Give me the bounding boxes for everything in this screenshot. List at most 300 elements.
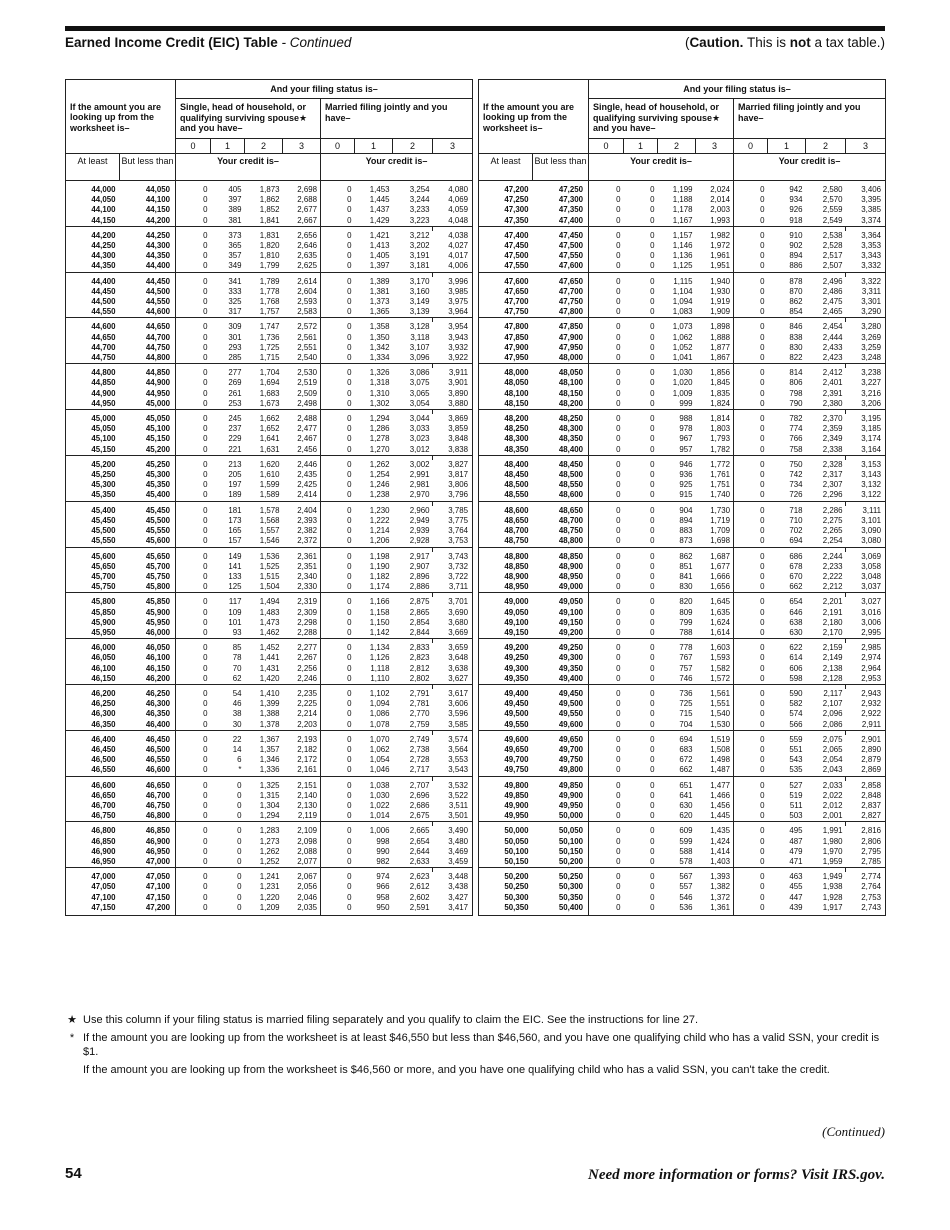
table-body	[479, 181, 886, 916]
credit-cell: 0	[589, 195, 624, 205]
credit-cell: 14	[232, 744, 242, 754]
at-least-cell: 48,800	[479, 552, 533, 562]
credit-cell: 4,048	[433, 216, 473, 227]
table-row	[66, 322, 473, 332]
credit-cell: 0	[650, 414, 655, 424]
credit-cell: 1,431	[259, 663, 280, 673]
credit-cell: 1,831	[259, 230, 280, 240]
table-row	[479, 903, 886, 913]
credit-cell: 883	[679, 526, 693, 536]
credit-cell: 0	[650, 780, 655, 790]
credit-cell: 1,410	[259, 688, 280, 698]
credit-cell: 742	[789, 470, 803, 480]
credit-cell: 654	[789, 597, 803, 607]
credit-cell: 0	[734, 480, 768, 490]
credit-cell: 1,803	[710, 424, 730, 434]
credit-cell: 1,782	[710, 444, 730, 454]
children-count: 2	[658, 139, 696, 154]
credit-cell: 3,033	[409, 424, 430, 434]
but-less-than-cell: 50,150	[558, 846, 583, 856]
credit-cell: 854	[789, 307, 803, 317]
table-row	[479, 216, 886, 227]
credit-cell: 0	[176, 903, 211, 913]
single-hoh-heading: Single, head of household, or qualifying surviving spouse★ and you have–	[589, 99, 734, 139]
table-row	[66, 582, 473, 593]
credit-cell: 0	[237, 790, 242, 800]
credit-cell: 0	[176, 414, 211, 424]
table-row	[66, 307, 473, 318]
credit-cell: 3,023	[409, 434, 430, 444]
credit-cell: 38	[232, 709, 242, 719]
credit-cell: 3,743	[433, 552, 473, 562]
credit-cell: 0	[734, 231, 768, 241]
credit-cell: 2,519	[297, 378, 317, 388]
at-least-cell: 50,100	[479, 847, 533, 857]
credit-cell: 0	[176, 608, 211, 618]
credit-cell: 0	[734, 720, 768, 731]
credit-cell: 3,164	[846, 445, 886, 456]
at-least-cell: 48,350	[479, 445, 533, 456]
credit-cell: 3,880	[433, 399, 473, 410]
credit-cell: 2,932	[846, 699, 886, 709]
credit-cell: 0	[589, 872, 624, 882]
credit-cell: 3,669	[433, 628, 473, 639]
at-least-cell: 49,200	[479, 643, 533, 653]
credit-cell: 2,235	[297, 688, 317, 698]
credit-cell: 3,002	[409, 459, 430, 469]
table-row	[66, 903, 473, 913]
credit-cell: 2,330	[297, 582, 317, 592]
credit-cell: 0	[650, 800, 655, 810]
credit-cell: 1,190	[369, 561, 390, 571]
table-row	[479, 552, 886, 562]
at-least-cell: 47,100	[66, 893, 120, 903]
credit-cell: 3,143	[846, 470, 886, 480]
credit-cell: 0	[176, 745, 211, 755]
but-less-than-cell: 50,350	[558, 892, 583, 902]
credit-cell: 2,130	[297, 800, 317, 810]
credit-cell: 0	[650, 195, 655, 205]
credit-cell: 2,943	[846, 689, 886, 699]
credit-cell: 3,638	[433, 664, 473, 674]
credit-cell: 1,519	[710, 734, 730, 744]
at-least-cell: 50,250	[479, 882, 533, 892]
credit-cell: 2,444	[822, 332, 843, 342]
credit-cell: 365	[228, 241, 242, 251]
credit-cell: 2,414	[297, 490, 317, 500]
credit-cell: 1,342	[369, 342, 390, 352]
credit-cell: 0	[589, 536, 624, 547]
credit-cell: 1,174	[369, 582, 390, 592]
at-least-cell: 44,800	[66, 368, 120, 378]
credit-cell: 0	[176, 516, 211, 526]
at-least-cell: 44,000	[66, 185, 120, 195]
credit-cell: 0	[176, 434, 211, 444]
at-least-cell: 49,600	[479, 735, 533, 745]
credit-cell: 1,062	[672, 332, 693, 342]
credit-cell: 3,322	[846, 277, 886, 287]
credit-cell: 93	[232, 627, 242, 637]
but-less-than-cell: 44,550	[145, 297, 170, 307]
children-count: 1	[768, 139, 806, 154]
at-least-cell: 49,900	[479, 801, 533, 811]
credit-cell: 0	[589, 903, 624, 913]
at-least-cell: 45,050	[66, 424, 120, 434]
top-rule	[65, 26, 885, 31]
credit-cell: 0	[589, 368, 624, 378]
credit-cell: 1,867	[710, 353, 730, 363]
at-least-cell: 49,100	[479, 618, 533, 628]
credit-cell: 2,109	[297, 826, 317, 836]
credit-cell: 3,153	[846, 460, 886, 470]
but-less-than-cell: 46,600	[145, 765, 170, 775]
credit-cell: 6	[237, 755, 242, 765]
credit-cell: 3,596	[433, 709, 473, 719]
but-less-than-cell: 44,750	[145, 342, 170, 352]
but-less-than-cell: 48,500	[558, 470, 583, 480]
table-row	[66, 185, 473, 195]
table-row	[66, 297, 473, 307]
credit-cell: 3,290	[846, 307, 886, 318]
credit-cell: 1,940	[710, 276, 730, 286]
at-least-cell: 46,450	[66, 745, 120, 755]
credit-cell: 0	[321, 414, 355, 424]
credit-cell: 0	[176, 791, 211, 801]
credit-cell: 2,644	[409, 846, 430, 856]
table-end	[66, 913, 473, 916]
credit-cell: 213	[228, 459, 242, 469]
credit-cell: 1,525	[259, 561, 280, 571]
credit-cell: 2,823	[409, 653, 430, 663]
credit-cell: 0	[176, 847, 211, 857]
credit-cell: 2,517	[822, 251, 843, 261]
credit-cell: 1,610	[259, 470, 280, 480]
credit-cell: 788	[679, 627, 693, 637]
credit-cell: 349	[228, 261, 242, 271]
credit-cell: 0	[589, 628, 624, 639]
at-least-cell: 49,550	[479, 720, 533, 731]
credit-cell: 0	[650, 388, 655, 398]
but-less-than-cell: 49,650	[558, 734, 583, 744]
credit-cell: 0	[321, 664, 355, 674]
credit-cell: 0	[734, 872, 768, 882]
credit-cell: 630	[679, 800, 693, 810]
but-less-than-cell: 49,800	[558, 765, 583, 775]
credit-cell: 0	[734, 781, 768, 791]
credit-cell: 1,557	[259, 526, 280, 536]
credit-cell: 1,414	[710, 846, 730, 856]
table-row	[479, 735, 886, 745]
credit-cell: 1,220	[259, 892, 280, 902]
credit-cell: 0	[321, 857, 355, 868]
credit-cell: 1,949	[822, 872, 843, 882]
credit-cell: 3,711	[433, 582, 473, 593]
credit-cell: 0	[589, 745, 624, 755]
at-least-cell: 47,850	[479, 333, 533, 343]
credit-cell: 820	[679, 597, 693, 607]
credit-cell: 1,582	[710, 663, 730, 673]
credit-cell: 2,837	[846, 801, 886, 811]
credit-cell: 0	[589, 261, 624, 272]
credit-cell: 1,462	[259, 627, 280, 637]
credit-cell: 0	[734, 857, 768, 868]
but-less-than-cell: 49,750	[558, 755, 583, 765]
credit-cell: 447	[789, 892, 803, 902]
credit-cell: 3,764	[433, 526, 473, 536]
credit-cell: 2,540	[297, 353, 317, 363]
credit-cell: 3,417	[433, 903, 473, 913]
credit-cell: 1,437	[369, 205, 390, 215]
credit-cell: 1,318	[369, 378, 390, 388]
credit-cell: 662	[679, 765, 693, 775]
credit-cell: 988	[679, 414, 693, 424]
credit-cell: 0	[734, 470, 768, 480]
credit-cell: 2,646	[297, 241, 317, 251]
credit-cell: 2,191	[822, 607, 843, 617]
but-less-than-cell: 44,300	[145, 241, 170, 251]
credit-cell: 0	[321, 745, 355, 755]
children-count: 2	[806, 139, 846, 154]
at-least-cell: 50,150	[479, 857, 533, 868]
credit-cell: 2,802	[409, 673, 430, 683]
credit-cell: 0	[176, 801, 211, 811]
credit-cell: 1,424	[710, 836, 730, 846]
table-row	[66, 251, 473, 261]
table-row	[479, 506, 886, 516]
star-marker: ★	[67, 1014, 77, 1026]
credit-cell: 0	[321, 277, 355, 287]
credit-cell: 0	[734, 414, 768, 424]
credit-cell: 3,522	[433, 791, 473, 801]
credit-cell: 1,709	[710, 526, 730, 536]
credit-cell: 2,056	[297, 882, 317, 892]
credit-cell: 519	[789, 790, 803, 800]
credit-cell: 0	[176, 893, 211, 903]
credit-cell: 0	[176, 664, 211, 674]
credit-cell: 1,230	[369, 505, 390, 515]
credit-cell: 726	[789, 490, 803, 500]
credit-cell: 2,538	[822, 230, 843, 240]
credit-cell: 838	[789, 332, 803, 342]
credit-cell: 0	[650, 276, 655, 286]
at-least-cell: 48,450	[479, 470, 533, 480]
credit-cell: 0	[589, 205, 624, 215]
at-least-cell: 48,900	[479, 572, 533, 582]
credit-cell: 1,453	[369, 185, 390, 194]
but-less-than-cell: 45,900	[145, 607, 170, 617]
credit-cell: 0	[734, 333, 768, 343]
credit-cell: 1,645	[710, 597, 730, 607]
credit-cell: 0	[589, 343, 624, 353]
table-row	[479, 322, 886, 332]
credit-cell: 710	[789, 515, 803, 525]
credit-cell: 3,817	[433, 470, 473, 480]
credit-cell: 0	[589, 216, 624, 227]
credit-cell: 2,265	[822, 526, 843, 536]
but-less-than-cell: 46,850	[145, 826, 170, 836]
credit-cell: 0	[589, 378, 624, 388]
but-less-than-cell: 45,150	[145, 434, 170, 444]
but-less-than-cell: 45,050	[145, 414, 170, 424]
credit-cell: 3,353	[846, 241, 886, 251]
at-least-cell: 46,050	[66, 653, 120, 663]
credit-cell: 2,591	[409, 902, 430, 912]
credit-cell: 0	[734, 837, 768, 847]
table-row	[66, 399, 473, 410]
credit-cell: 0	[589, 470, 624, 480]
credit-cell: 3,160	[409, 286, 430, 296]
credit-cell: 1,835	[710, 388, 730, 398]
but-less-than-cell: 50,000	[558, 811, 583, 821]
but-less-than-cell: 47,950	[558, 342, 583, 352]
but-less-than-cell: 48,350	[558, 434, 583, 444]
credit-cell: 0	[734, 801, 768, 811]
at-least-cell: 48,150	[479, 399, 533, 410]
credit-cell: 0	[237, 892, 242, 902]
credit-cell: 0	[650, 846, 655, 856]
credit-cell: 439	[789, 902, 803, 912]
credit-cell: 189	[228, 490, 242, 500]
credit-cell: 1,078	[369, 719, 390, 729]
credit-cell: 0	[321, 765, 355, 776]
credit-cell: 3,202	[409, 241, 430, 251]
credit-cell: 2,981	[409, 480, 430, 490]
but-less-than-heading: But less than	[533, 154, 589, 181]
credit-cell: 70	[232, 663, 242, 673]
credit-cell: 2,865	[409, 607, 430, 617]
credit-cell: 683	[679, 744, 693, 754]
children-count: 3	[433, 139, 473, 154]
credit-cell: 746	[679, 673, 693, 683]
table-row	[66, 490, 473, 501]
credit-cell: 0	[589, 460, 624, 470]
credit-cell: 3,385	[846, 205, 886, 215]
credit-cell: 0	[176, 572, 211, 582]
credit-cell: 3,553	[433, 755, 473, 765]
at-least-cell: 46,550	[66, 765, 120, 776]
credit-cell: 2,151	[297, 780, 317, 790]
credit-cell: 830	[789, 342, 803, 352]
table-row	[479, 562, 886, 572]
credit-cell: 0	[589, 490, 624, 501]
credit-cell: 0	[650, 353, 655, 363]
table-row	[66, 424, 473, 434]
credit-cell: 0	[734, 216, 768, 227]
credit-cell: 1,856	[710, 368, 730, 378]
credit-cell: 3,932	[433, 343, 473, 353]
credit-cell: 3,827	[433, 460, 473, 470]
credit-cell: 1,357	[259, 744, 280, 754]
at-least-cell: 45,850	[66, 608, 120, 618]
amount-lookup-heading: If the amount you are looking up from the worksheet is–	[66, 99, 176, 154]
credit-cell: 1,730	[710, 505, 730, 515]
credit-cell: *	[238, 765, 242, 775]
credit-cell: 670	[789, 571, 803, 581]
credit-cell: 0	[589, 653, 624, 663]
credit-cell: 1,420	[259, 673, 280, 683]
credit-cell: 0	[176, 480, 211, 490]
credit-cell: 1,656	[710, 582, 730, 592]
table-row	[479, 480, 886, 490]
credit-cell: 3,406	[846, 185, 886, 195]
credit-cell: 0	[176, 536, 211, 547]
credit-cell: 904	[679, 505, 693, 515]
at-least-cell: 50,300	[479, 893, 533, 903]
married-jointly-heading: Married filing jointly and you have–	[734, 99, 886, 139]
credit-cell: 0	[176, 261, 211, 272]
credit-cell: 0	[734, 195, 768, 205]
credit-cell: 641	[679, 790, 693, 800]
credit-cell: 2,488	[297, 414, 317, 424]
at-least-cell: 44,300	[66, 251, 120, 261]
credit-cell: 2,686	[409, 800, 430, 810]
table-row	[66, 882, 473, 892]
credit-cell: 2,728	[409, 755, 430, 765]
but-less-than-cell: 46,350	[145, 709, 170, 719]
at-least-cell: 45,650	[66, 562, 120, 572]
credit-cell: 0	[589, 781, 624, 791]
credit-cell: 588	[679, 846, 693, 856]
your-credit-heading: Your credit is–	[321, 154, 473, 181]
at-least-cell: 46,600	[66, 781, 120, 791]
at-least-cell: 47,000	[66, 872, 120, 882]
credit-cell: 2,425	[297, 480, 317, 490]
credit-cell: 0	[176, 424, 211, 434]
table-row	[479, 847, 886, 857]
credit-cell: 1,635	[710, 607, 730, 617]
but-less-than-cell: 47,600	[558, 261, 583, 271]
credit-cell: 511	[789, 800, 803, 810]
credit-cell: 2,886	[409, 582, 430, 592]
at-least-cell: 46,700	[66, 801, 120, 811]
credit-cell: 1,365	[369, 307, 390, 317]
credit-cell: 0	[650, 424, 655, 434]
credit-cell: 0	[589, 608, 624, 618]
but-less-than-cell: 46,100	[145, 653, 170, 663]
credit-cell: 3,065	[409, 388, 430, 398]
credit-cell: 1,294	[259, 811, 280, 821]
credit-cell: 3,890	[433, 389, 473, 399]
credit-cell: 2,869	[846, 765, 886, 776]
credit-cell: 245	[228, 414, 242, 424]
credit-cell: 285	[228, 353, 242, 363]
credit-cell: 1,546	[259, 536, 280, 546]
table-row	[479, 893, 886, 903]
credit-cell: 936	[679, 470, 693, 480]
credit-cell: 1,214	[369, 526, 390, 536]
at-least-cell: 47,750	[479, 307, 533, 318]
at-least-cell: 46,900	[66, 847, 120, 857]
credit-cell: 606	[789, 663, 803, 673]
credit-cell: 0	[176, 343, 211, 353]
credit-cell: 0	[321, 261, 355, 272]
at-least-cell: 45,450	[66, 516, 120, 526]
credit-cell: 3,181	[409, 261, 430, 271]
table-row	[66, 333, 473, 343]
credit-cell: 2,423	[822, 353, 843, 363]
but-less-than-cell: 44,500	[145, 286, 170, 296]
credit-cell: 757	[679, 663, 693, 673]
credit-cell: 999	[679, 398, 693, 408]
but-less-than-cell: 47,350	[558, 205, 583, 215]
but-less-than-cell: 46,450	[145, 734, 170, 744]
credit-cell: 1,452	[259, 643, 280, 653]
table-body	[66, 181, 473, 916]
credit-cell: 750	[789, 459, 803, 469]
credit-cell: 1,020	[672, 378, 693, 388]
credit-cell: 397	[228, 195, 242, 205]
credit-cell: 0	[734, 653, 768, 663]
